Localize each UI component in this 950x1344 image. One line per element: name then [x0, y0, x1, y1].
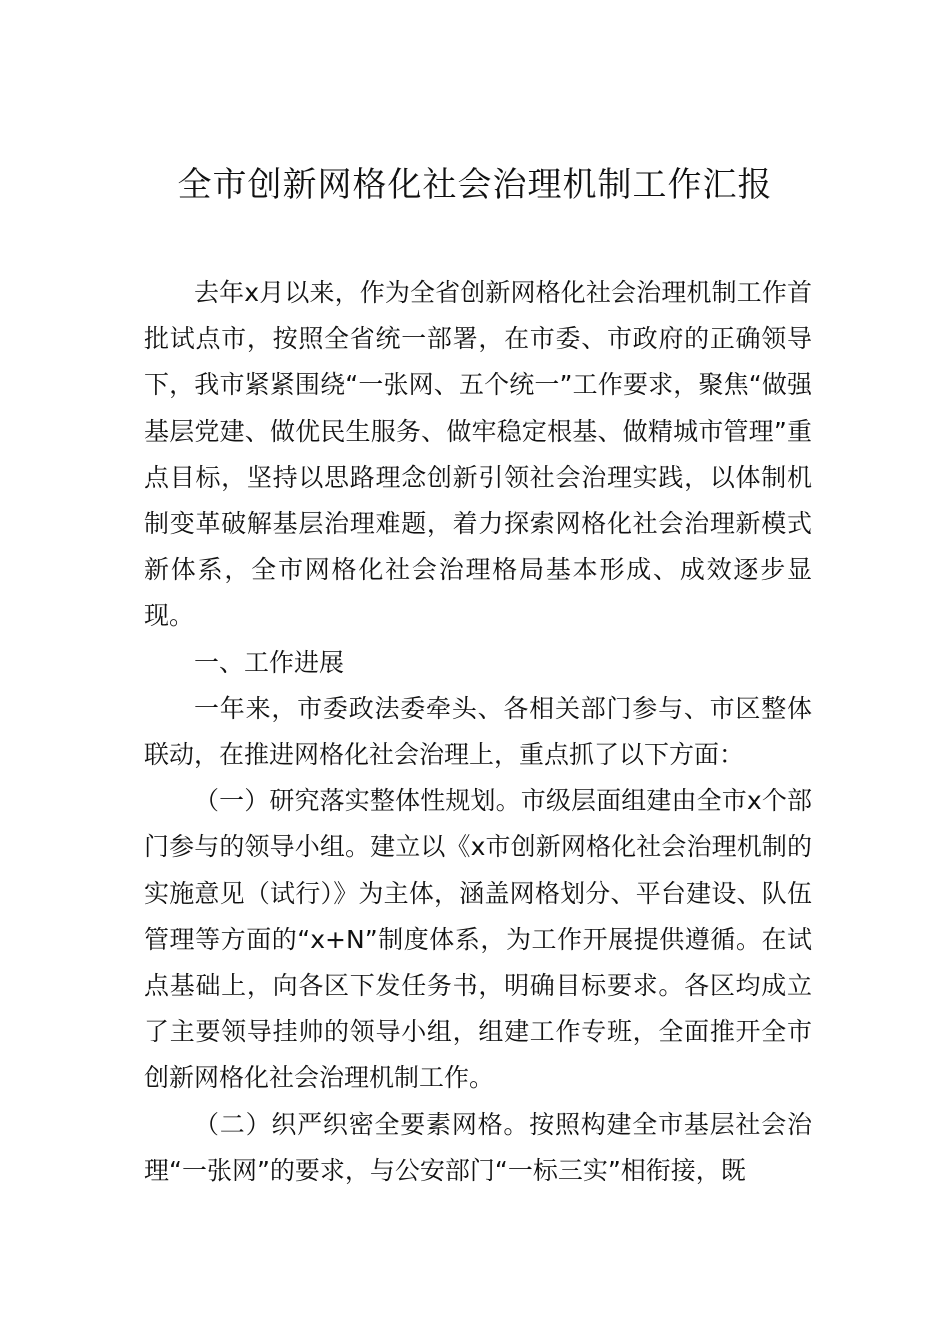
section-intro-paragraph: 一年来，市委政法委牵头、各相关部门参与、市区整体联动，在推进网格化社会治理上，重点抓了以下方面： — [144, 693, 812, 770]
intro-paragraph: 去年x月以来，作为全省创新网格化社会治理机制工作首批试点市，按照全省统一部署，在市委、市政府的正确领导下，我市紧紧围绕“一张网、五个统一”工作要求，聚焦“做强基层党建、做优民生服务、做牢稳定根基、做精城市管理”重点目标，坚持以思路理念创新引领社会治理实践，以体制机制变革破解基层治理难题，着力探索网格化社会治理新模式新体系，全市网格化社会治理格局基本形成、成效逐步显现。 — [144, 278, 812, 631]
section-heading-work-progress: 一、工作进展 — [194, 647, 345, 677]
document-body — [144, 270, 812, 1194]
document-title: 全市创新网格化社会治理机制工作汇报 — [177, 165, 773, 205]
item-2-paragraph: （二）织严织密全要素网格。按照构建全市基层社会治理“一张网”的要求，与公安部门“一标三实”相衔接，既 — [144, 1109, 812, 1185]
item-1-paragraph: （一）研究落实整体性规划。市级层面组建由全市x个部门参与的领导小组。建立以《x市创新网格化社会治理机制的实施意见（试行）》为主体，涵盖网格划分、平台建设、队伍管理等方面的“x+N”制度体系，为工作开展提供遵循。在试点基础上，向各区下发任务书，明确目标要求。各区均成立了主要领导挂帅的领导小组，组建工作专班，全面推开全市创新网格化社会治理机制工作。 — [144, 786, 812, 1093]
